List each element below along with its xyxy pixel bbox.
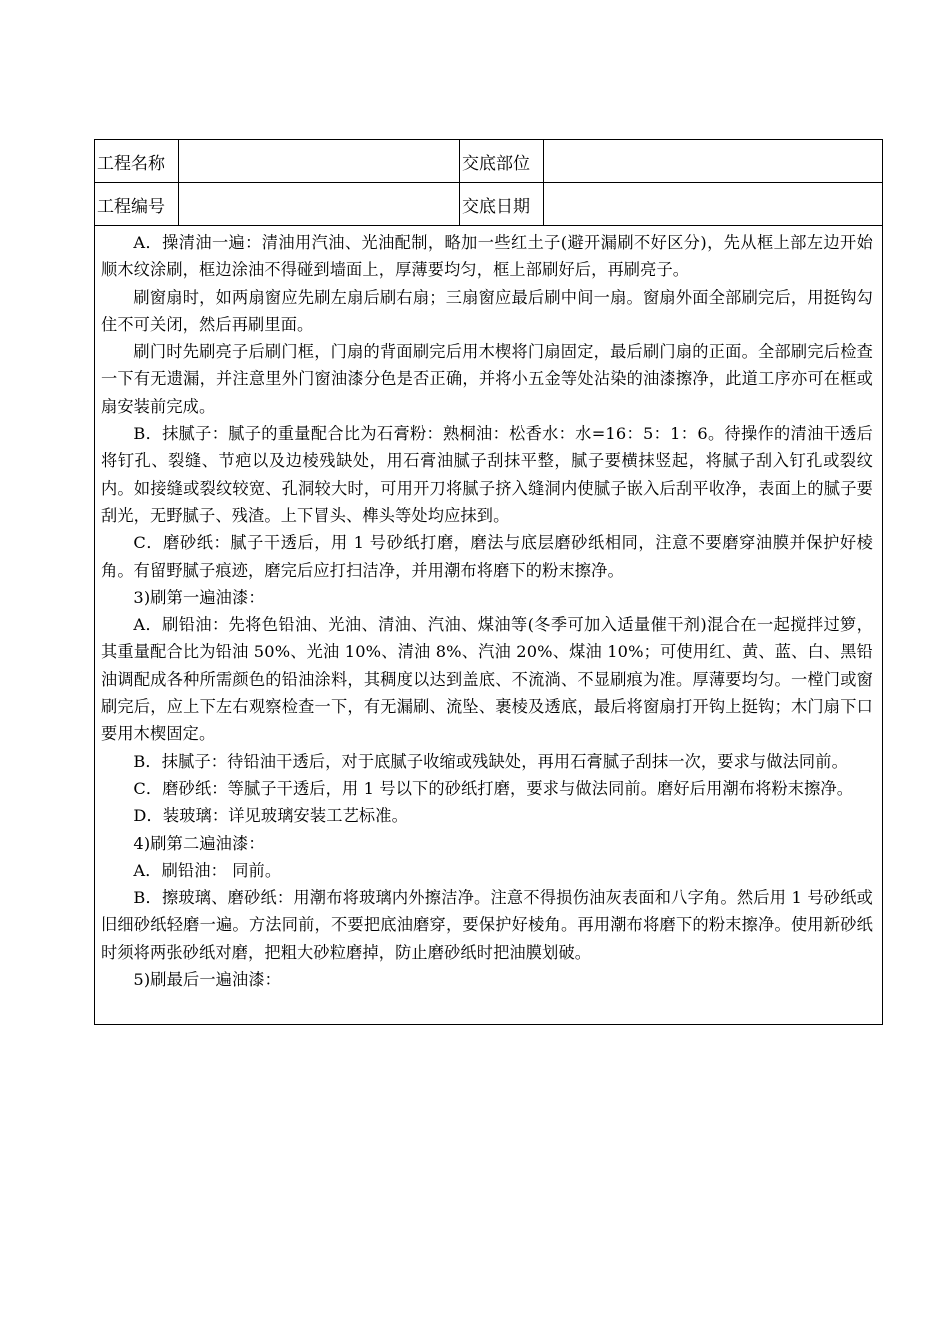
paragraph: B．抹腻子：待铅油干透后，对于底腻子收缩或残缺处，再用石膏腻子刮抹一次，要求与做法同前。 bbox=[133, 751, 848, 771]
content-cell bbox=[95, 226, 882, 1024]
paragraph: B．擦玻璃、磨砂纸：用潮布将玻璃内外擦洁净。注意不得损伤油灰表面和八字角。然后用 1 号砂纸或旧细砂纸轻磨一遍。方法同前，不要把底油磨穿，要保护好棱角。再用潮布将磨下的粉末擦净。使用新砂纸时须将两张砂纸对磨，把粗大砂粒磨掉，防止磨砂纸时把油膜划破。 bbox=[101, 888, 873, 962]
paragraph: D．装玻璃：详见玻璃安装工艺标准。 bbox=[133, 806, 408, 826]
paragraph: 刷门时先刷亮子后刷门框，门扇的背面刷完后用木楔将门扇固定，最后刷门扇的正面。全部刷完后检查一下有无遗漏，并注意里外门窗油漆分色是否正确，并将小五金等处沾染的油漆擦净，此道工序亦可在框或扇安装前完成。 bbox=[101, 342, 873, 416]
handover-part-label: 交底部位 bbox=[460, 140, 544, 182]
handover-part-field[interactable] bbox=[544, 140, 882, 182]
header-row-2 bbox=[95, 183, 882, 226]
project-name-field[interactable] bbox=[179, 140, 460, 182]
section-heading: 5)刷最后一遍油漆： bbox=[133, 970, 282, 990]
paragraph: 刷窗扇时，如两扇窗应先刷左扇后刷右扇；三扇窗应最后刷中间一扇。窗扇外面全部刷完后，用挺钩勾住不可关闭，然后再刷里面。 bbox=[101, 287, 873, 334]
paragraph: C．磨砂纸：等腻子干透后，用 1 号以下的砂纸打磨，要求与做法同前。磨好后用潮布将粉末擦净。 bbox=[133, 778, 854, 798]
paragraph: A．刷铅油： 同前。 bbox=[133, 860, 282, 880]
project-name-label: 工程名称 bbox=[95, 140, 179, 182]
handover-date-label: 交底日期 bbox=[460, 183, 544, 225]
project-number-label: 工程编号 bbox=[95, 183, 179, 225]
paragraph: C．磨砂纸：腻子干透后，用 1 号砂纸打磨，磨法与底层磨砂纸相同，注意不要磨穿油膜并保护好棱角。有留野腻子痕迹，磨完后应打扫洁净，并用潮布将磨下的粉末擦净。 bbox=[101, 533, 873, 580]
paragraph: B．抹腻子：腻子的重量配合比为石膏粉：熟桐油：松香水：水=16：5：1：6。待操作的清油干透后将钉孔、裂缝、节疤以及边棱残缺处，用石膏油腻子刮抹平整，腻子要横抹竖起，将腻子刮入钉孔或裂纹内。如接缝或裂纹较宽、孔洞较大时，可用开刀将腻子挤入缝洞内使腻子嵌入后刮平收净，表面上的腻子要刮光，无野腻子、残渣。上下冒头、榫头等处均应抹到。 bbox=[101, 424, 873, 525]
handover-form bbox=[94, 139, 883, 1025]
paragraph: A．刷铅油：先将色铅油、光油、清油、汽油、煤油等(冬季可加入适量催干剂)混合在一起搅拌过箩，其重量配合比为铅油 50%、光油 10%、清油 8%、汽油 20%、煤油 10%；可使用红、黄、蓝、白、黑铅油调配成各种所需颜色的铅油涂料，其稠度以达到盖底、不流淌、不显刷痕为准。厚薄要均匀。一樘门或窗刷完后，应上下左右观察检查一下，有无漏刷、流坠、裹棱及透底，最后将窗扇打开钩上挺钩；木门扇下口要用木楔固定。 bbox=[101, 615, 873, 744]
handover-date-field[interactable] bbox=[544, 183, 882, 225]
project-number-field[interactable] bbox=[179, 183, 460, 225]
section-heading: 4)刷第二遍油漆： bbox=[133, 833, 265, 853]
paragraph: A．操清油一遍：清油用汽油、光油配制，略加一些红土子(避开漏刷不好区分)，先从框上部左边开始顺木纹涂刷，框边涂油不得碰到墙面上，厚薄要均匀，框上部刷好后，再刷亮子。 bbox=[101, 233, 873, 280]
header-row-1 bbox=[95, 140, 882, 183]
section-heading: 3)刷第一遍油漆： bbox=[133, 587, 265, 607]
